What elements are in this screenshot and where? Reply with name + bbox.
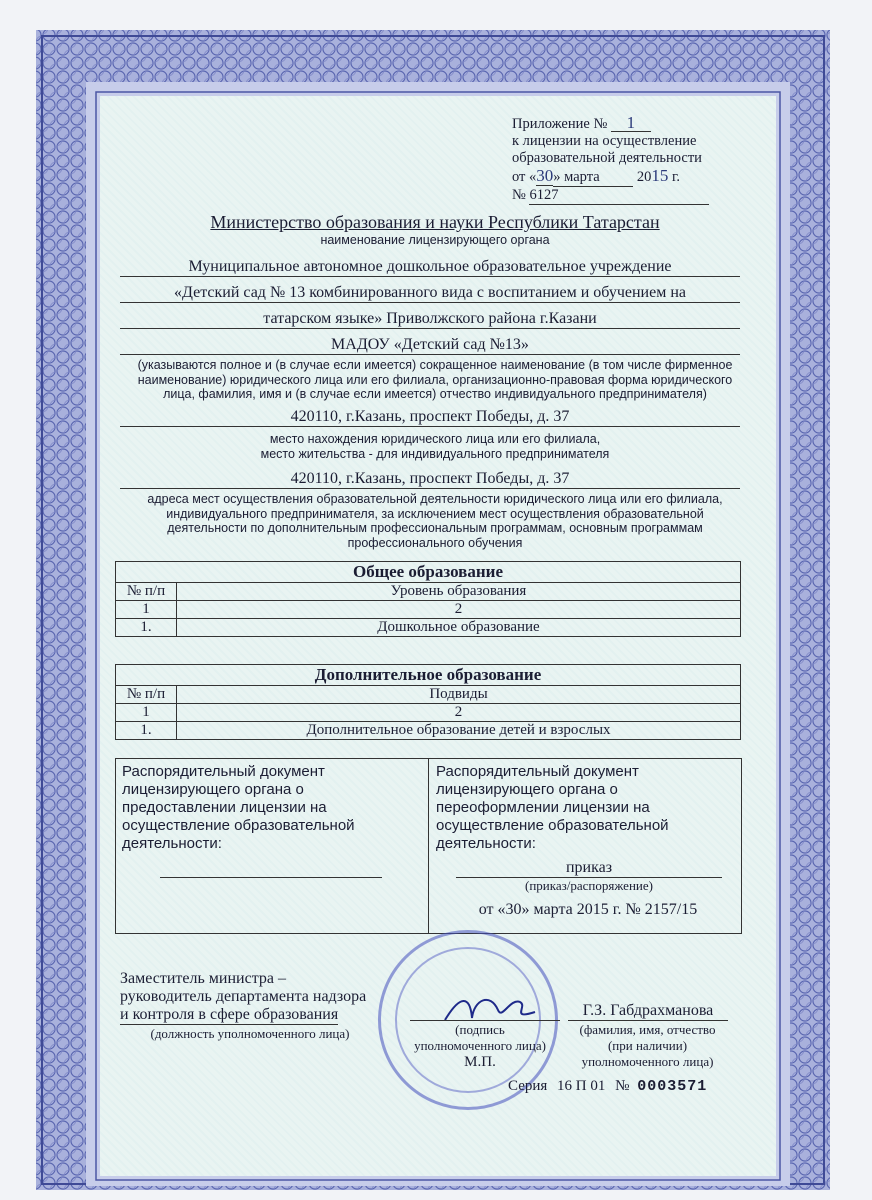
activity-address: 420110, г.Казань, проспект Победы, д. 37 (120, 470, 740, 489)
position-caption: (должность уполномоченного лица) (150, 1026, 350, 1041)
location-caption (110, 432, 760, 461)
col-level-header: Уровень образования (177, 583, 741, 601)
org-caption-line: наименование) юридического лица или его филиала, организационно-правовая форма юридического (137, 372, 733, 387)
additional-education-title: Дополнительное образование (116, 665, 741, 686)
order-reissue-line: Распорядительный документ (436, 763, 639, 780)
order-doc-date: от «30» марта 2015 г. № 2157/15 (478, 901, 698, 918)
license-number: 6127 (529, 187, 709, 205)
order-issue-line: осуществление образовательной (122, 817, 355, 834)
additional-education-table (115, 664, 741, 740)
row-value: Дополнительное образование детей и взрослых (177, 722, 741, 740)
annex-year-g: г. (672, 169, 680, 185)
order-reissue-line: лицензирующего органа о (436, 781, 618, 798)
org-line2: «Детский сад № 13 комбинированного вида с воспитанием и обучением на (120, 284, 740, 303)
row-number: 1. (116, 722, 177, 740)
general-education-title: Общее образование (116, 562, 741, 583)
series-number: 0003571 (637, 1078, 708, 1095)
org-caption (110, 358, 760, 402)
name-caption-line: (при наличии) (607, 1038, 688, 1053)
general-education-table (115, 561, 741, 637)
order-doc-caption: (приказ/распоряжение) (525, 878, 653, 893)
order-issue-text (122, 763, 422, 853)
signature-caption (400, 1022, 560, 1070)
annex-line3: образовательной деятельности (512, 150, 702, 166)
annex-date-mid: » марта (553, 169, 633, 187)
order-issue-line: лицензирующего органа о (122, 781, 304, 798)
signature-caption-line: (подпись (455, 1022, 505, 1037)
col-index: 1 (116, 601, 177, 619)
annex-header (512, 114, 727, 205)
series-code: 16 П 01 (557, 1078, 606, 1094)
row-value: Дошкольное образование (177, 619, 741, 637)
annex-no-label: № (512, 187, 526, 203)
order-issue-line: Распорядительный документ (122, 763, 325, 780)
location-address: 420110, г.Казань, проспект Победы, д. 37 (120, 408, 740, 427)
position-line: и контроля в сфере образования (120, 1006, 339, 1023)
col-index: 1 (116, 704, 177, 722)
annex-day: 30 (536, 166, 554, 185)
series-label: Серия (508, 1078, 548, 1094)
annex-line2: к лицензии на осуществление (512, 133, 697, 149)
annex-year-prefix: 20 (636, 169, 652, 185)
name-caption-line: (фамилия, имя, отчество (579, 1022, 716, 1037)
col-no-header: № п/п (116, 583, 177, 601)
activity-caption-line: деятельности по дополнительным профессиональным программам, основным программам (167, 521, 703, 535)
org-caption-line: (указываются полное и (в случае если имеется) сокращенное наименование (в том числе фирменное (137, 358, 733, 372)
activity-caption-line: индивидуального предпринимателя, за исключением мест осуществления образовательной (166, 506, 704, 521)
orders-box (115, 758, 742, 934)
row-number: 1. (116, 619, 177, 637)
org-line3: татарском языке» Приволжского района г.Казани (120, 310, 740, 329)
signature-caption-line: уполномоченного лица) (414, 1038, 546, 1053)
name-caption-line: уполномоченного лица) (581, 1054, 714, 1069)
position-line: Заместитель министра – (120, 970, 286, 987)
authority-caption: наименование лицензирующего органа (320, 233, 550, 247)
series-no-label: № (615, 1078, 630, 1094)
location-caption-line: место жительства - для индивидуального предпринимателя (260, 446, 610, 461)
authority-name: Министерство образования и науки Республики Татарстан (210, 212, 660, 232)
col-no-header: № п/п (116, 686, 177, 704)
order-issue-blank (160, 877, 382, 878)
position-line: руководитель департамента надзора (120, 988, 367, 1005)
annex-label: Приложение № (512, 116, 608, 132)
col-index: 2 (177, 704, 741, 722)
order-reissue-line: переоформлении лицензии на (436, 799, 650, 816)
order-reissue-line: осуществление образовательной (436, 817, 669, 834)
org-caption-line: лица, фамилия, имя и (в случае если имеется) отчество индивидуального предпринимателя) (163, 387, 707, 401)
name-caption (560, 1022, 735, 1070)
org-short-name: МАДОУ «Детский сад №13» (120, 336, 740, 355)
annex-number: 1 (611, 114, 651, 132)
col-subtype-header: Подвиды (177, 686, 741, 704)
signature-line (410, 1020, 560, 1021)
orders-divider (428, 759, 429, 933)
order-reissue-text (436, 763, 736, 853)
location-caption-line: место нахождения юридического лица или его филиала, (269, 432, 601, 446)
order-issue-line: деятельности: (122, 835, 222, 852)
order-doc-type: приказ (456, 859, 722, 878)
annex-year-suffix: 15 (651, 166, 669, 185)
annex-date-prefix: от « (512, 169, 537, 185)
org-line1: Муниципальное автономное дошкольное образовательное учреждение (120, 258, 740, 277)
activity-caption-line: профессионального обучения (347, 535, 523, 550)
col-index: 2 (177, 601, 741, 619)
order-issue-line: предоставлении лицензии на (122, 799, 327, 816)
order-reissue-line: деятельности: (436, 835, 536, 852)
activity-caption (110, 492, 760, 550)
form-series (508, 1078, 707, 1095)
table-row (116, 619, 741, 637)
signatory-name: Г.З. Габдрахманова (568, 1002, 728, 1021)
signatory-position (120, 970, 380, 1025)
activity-caption-line: адреса мест осуществления образовательной деятельности юридического лица или его филиала, (147, 492, 723, 506)
table-row (116, 722, 741, 740)
stamp-place-label: М.П. (464, 1054, 496, 1070)
